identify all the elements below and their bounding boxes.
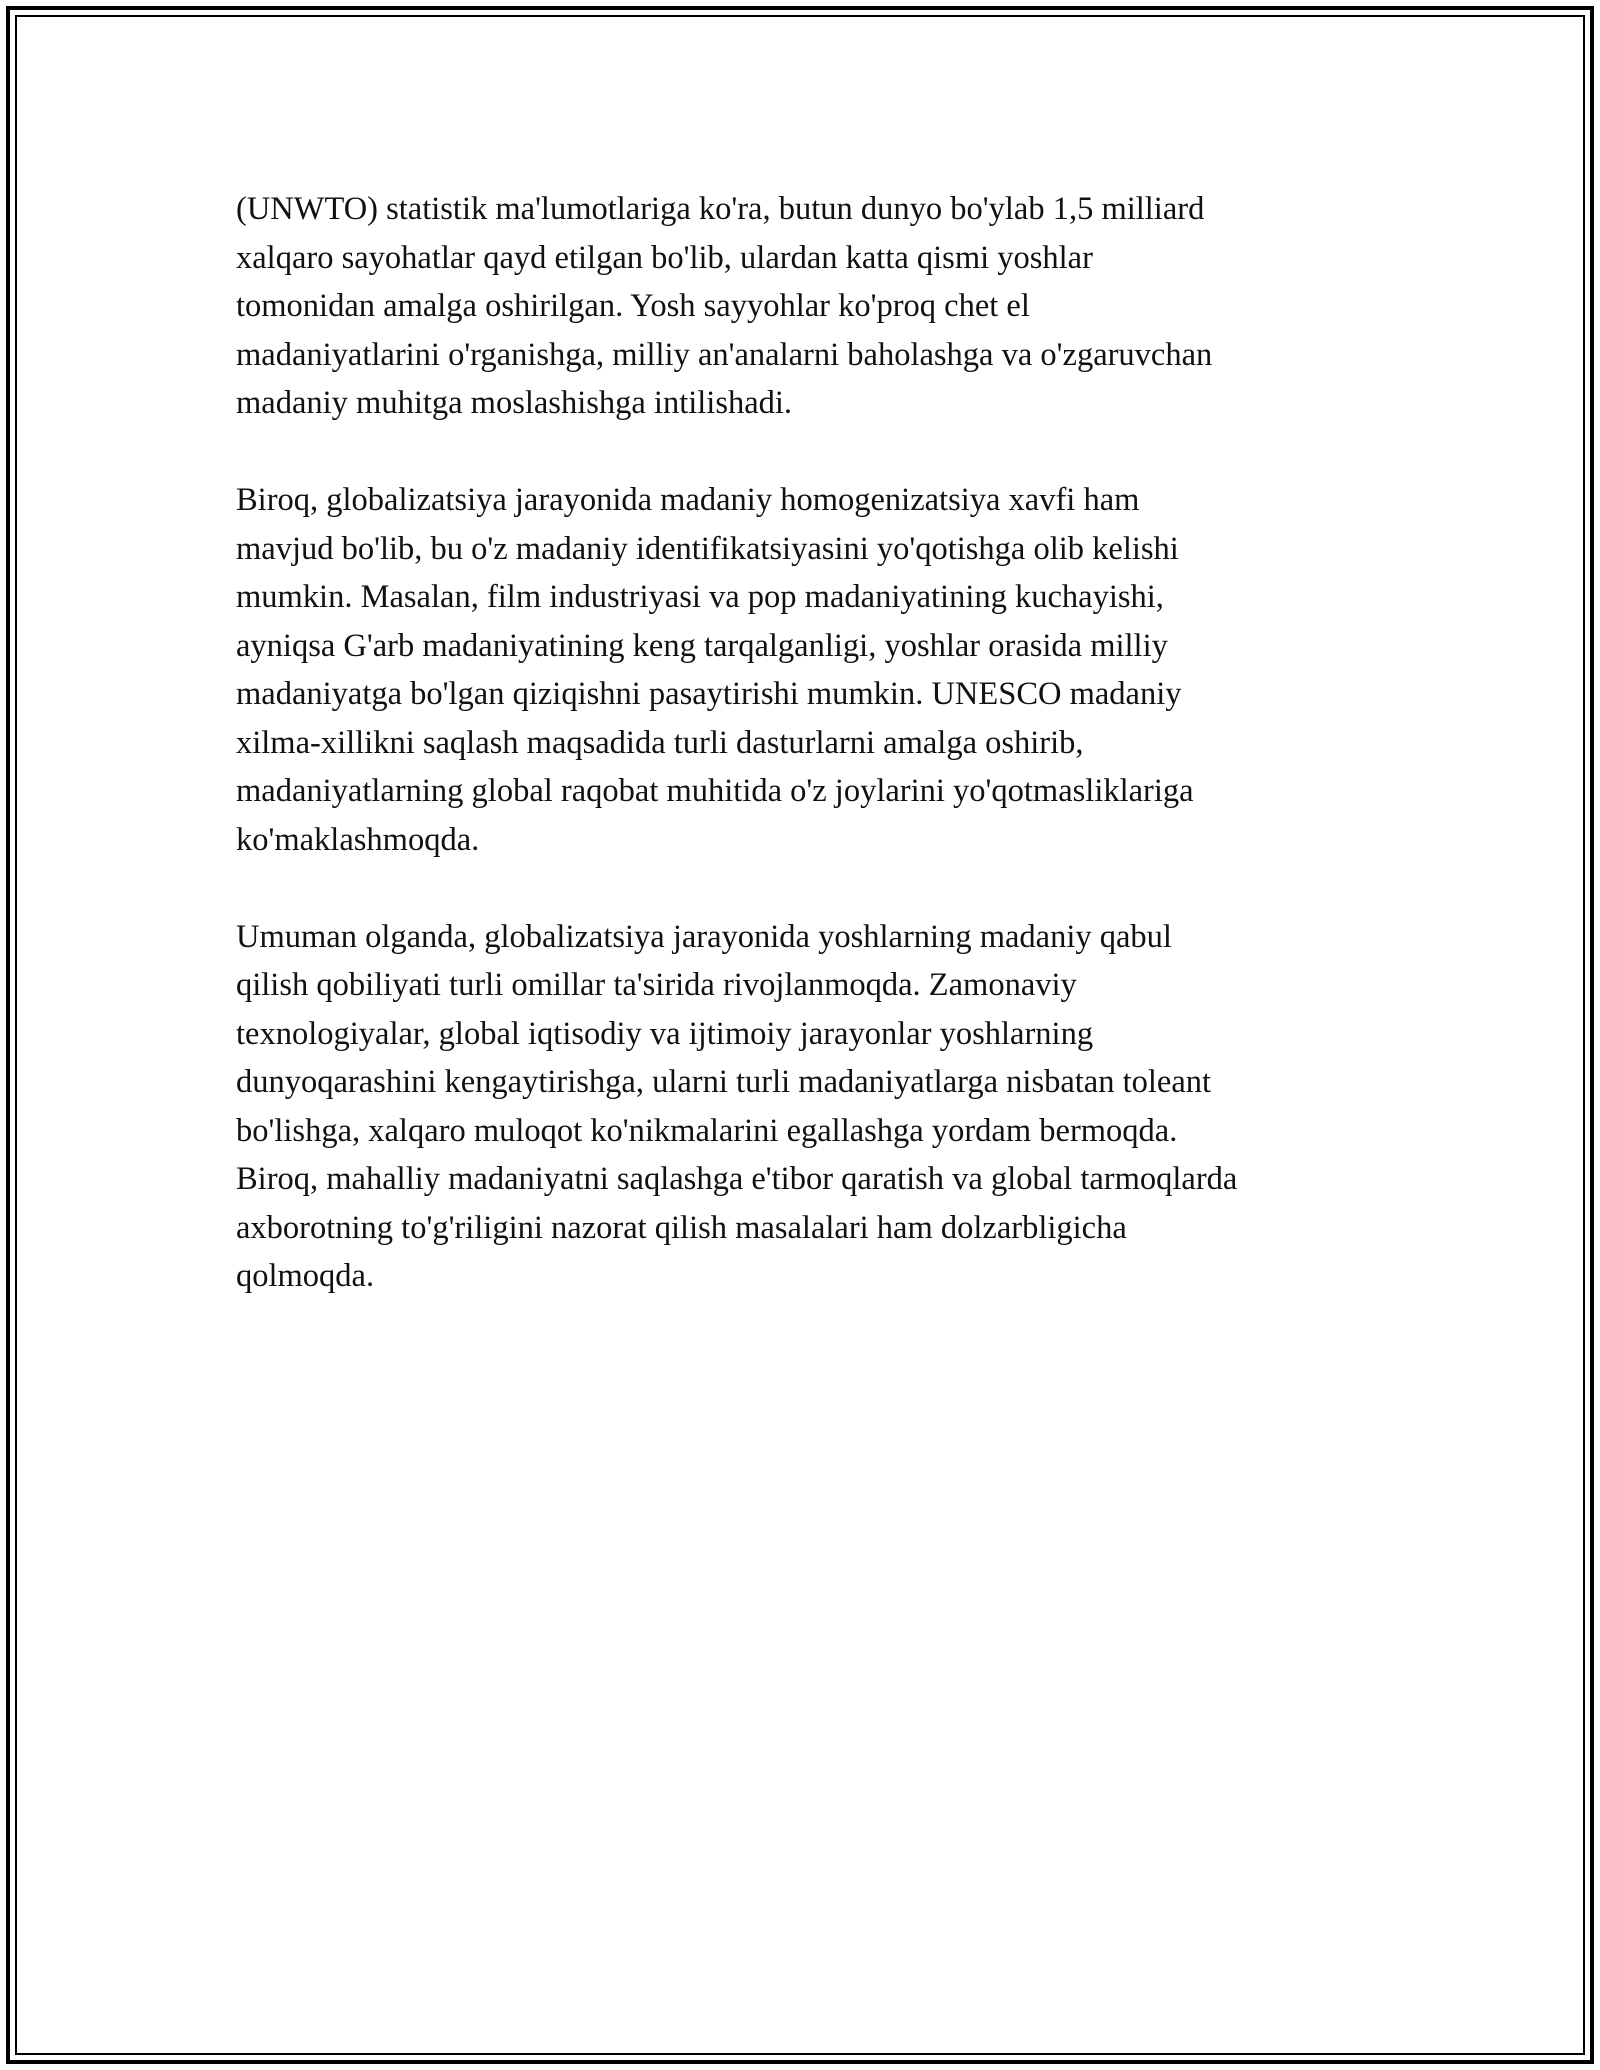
document-body — [236, 185, 1386, 1349]
paragraph-3: Umuman olganda, globalizatsiya jarayonida yoshlarning madaniy qabul qilish qobiliyati turli omillar ta'sirida rivojlanmoqda. Zamonaviy texnologiyalar, global iqtisodiy va ijtimoiy jarayonlar yoshlarning dunyoqarashini kengaytirishga, ularni turli madaniyatlarga nisbatan toleant bo'lishga, xalqaro muloqot ko'nikmalarini egallashga yordam bermoqda. Biroq, mahalliy madaniyatni saqlashga e'tibor qaratish va global tarmoqlarda axborotning to'g'riligini nazorat qilish masalalari ham dolzarbligicha qolmoqda. — [236, 918, 1238, 1294]
paragraph-2: Biroq, globalizatsiya jarayonida madaniy homogenizatsiya xavfi ham mavjud bo'lib, bu o'z madaniy identifikatsiyasini yo'qotishga olib kelishi mumkin. Masalan, film industriyasi va pop madaniyatining kuchayishi, ayniqsa G'arb madaniyatining keng tarqalganligi, yoshlar orasida milliy madaniyatga bo'lgan qiziqishni pasaytirishi mumkin. UNESCO madaniy xilma-xillikni saqlash maqsadida turli dasturlarni amalga oshirib, madaniyatlarning global raqobat muhitida o'z joylarini yo'qotmasliklariga ko'maklashmoqda. — [236, 482, 1194, 858]
paragraph-1: (UNWTO) statistik ma'lumotlariga ko'ra, butun dunyo bo'ylab 1,5 milliard xalqaro sayohatlar qayd etilgan bo'lib, ulardan katta qismi yoshlar tomonidan amalga oshirilgan. Yosh sayyohlar ko'proq chet el madaniyatlarini o'rganishga, milliy an'analarni baholashga va o'zgaruvchan madaniy muhitga moslashishga intilishadi. — [236, 191, 1213, 421]
